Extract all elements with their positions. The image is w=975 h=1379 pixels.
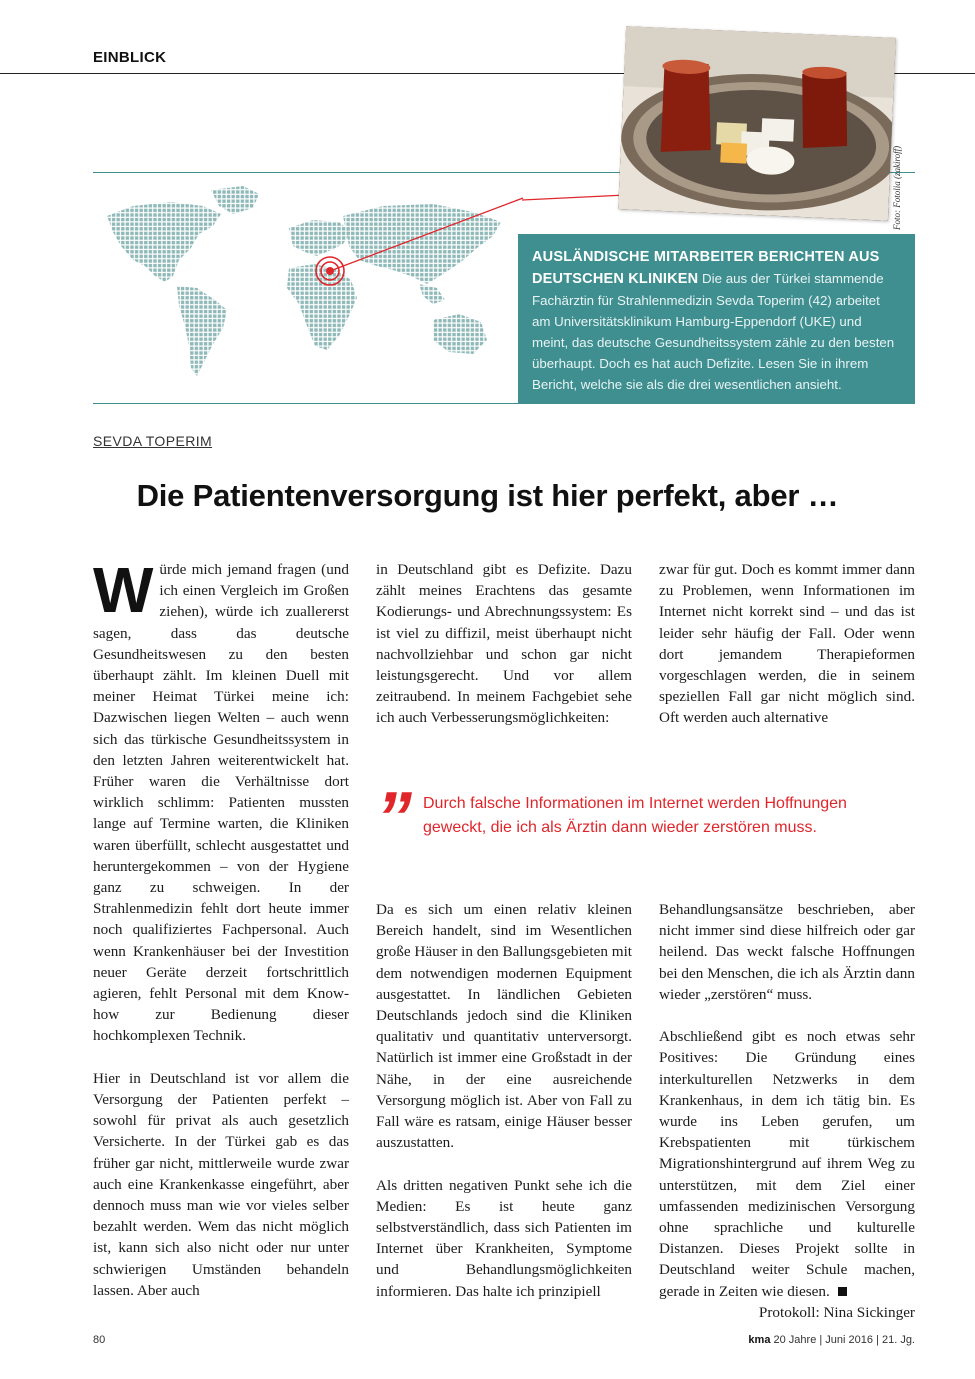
pull-quote-text: Durch falsche Informationen im Internet werden Hoffnungen geweckt, die ich als Ärztin dann wieder zerstören muss.	[423, 795, 847, 836]
world-map	[93, 176, 523, 402]
article-title: Die Patientenversorgung ist hier perfekt, aber …	[136, 478, 839, 513]
paragraph: Da es sich um einen relativ kleinen Bereich handelt, sind im Wesentlichen große Häuser in den Ballungsgebieten mit dem notwendigen modernen Equipment ausgestattet. In ländlichen Gebieten Deutschlands jedoch sind die Kliniken qualitativ und quantitativ unterversorgt. Natürlich ist immer eine Großstadt in der Nähe, in der eine ausreichende Versorgung möglich ist. Aber von Fall zu Fall wäre es ratsam, einige Häuser besser auszustatten.	[376, 901, 633, 1152]
map-greenland	[211, 186, 259, 214]
paragraph-text: Abschließend gibt es noch etwas sehr Positives: Die Gründung eines interkulturellen Netzwerks in dem Krankenhaus, in dem ich tätig bin. Es wurde ins Leben gerufen, um Krebspatienten mit türkischem Migrationshintergrund auf ihrem Weg zu unterstützen, mit dem Ziel einer umfassenden medizinischen Versorgung ohne sprachliche und kulturelle Distanzen. Dieses Projekt sollte in Deutschland weiter Schule machen, gerade in Zeiten wie diesen.	[659, 1028, 915, 1300]
teaser-text: Die aus der Türkei stammende Fachärztin für Strahlenmedizin Sevda Toperim (42) arbeitet am Universitätsklinikum Hamburg-Eppendorf (UKE) und meint, das deutsche Gesundheitssystem zähle zu den besten überhaupt. Doch es hat auch Defizite. Lesen Sie in ihrem Bericht, welche sie als die drei wesentlichen ansieht.	[532, 271, 895, 392]
map-south-america	[177, 286, 227, 376]
footer-edition	[748, 1334, 915, 1346]
paragraph: Behandlungsansätze beschrieben, aber nicht immer sind diese hilfreich oder gar heilend. Das weckt falsche Hoffnungen bei den Menschen, die ich als Ärztin dann wieder „zerstören“ muss.	[659, 901, 915, 1003]
paragraph: in Deutschland gibt es Defizite. Dazu zählt meines Erachtens das gesamte Kodierungs- und Abrechnungssystem: Es ist viel zu diffizil, meist überhaupt nicht nachvollziehbar und schon gar nicht leistungsgerecht. Und vor allem zeitraubend. In meinem Fachgebiet sehe ich auch Verbesserungsmöglichkeiten:	[376, 561, 632, 727]
paragraph: Als dritten negativen Punkt sehe ich die Medien: Es ist heute ganz selbstverständlich, dass sich Patienten im Internet über Krankheiten, Symptome und Behandlungsmöglichkeiten informieren. Das halte ich prinzipiell	[376, 1176, 632, 1300]
quote-mark-icon: ”	[376, 778, 412, 858]
connector-line-ext	[522, 192, 632, 204]
end-mark-icon	[838, 1287, 847, 1296]
map-southeast-asia	[419, 284, 445, 304]
map-north-america	[107, 202, 221, 282]
map-asia	[343, 204, 501, 284]
drop-cap: W	[93, 554, 154, 626]
paragraph	[659, 1026, 915, 1302]
author-name: SEVDA TOPERIM	[93, 433, 213, 449]
column-3-top	[659, 559, 915, 750]
paragraph: Hier in Deutschland ist vor allem die Versorgung der Patienten perfekt – sowohl für privat als auch gesetzlich Versicherte. In der Türkei gab es das früher gar nicht, mittlerweile wurde zwar auch eine Krankenkasse eingeführt, aber dennoch muss man wie vor vieles selber bezahlt werden. Wem das nicht möglich ist, kann sich also nicht oder nur unter schwierigen Umständen behandeln lassen. Aber auch	[93, 1069, 349, 1299]
column-2-bottom	[376, 899, 632, 1323]
column-1	[93, 554, 349, 1322]
teaser-headline: AUSLÄNDISCHE MITARBEITER BERICHTEN AUS DEUTSCHEN KLINIKEN	[532, 249, 880, 287]
column-3-bottom	[659, 899, 915, 1323]
section-label: EINBLICK	[93, 49, 167, 66]
map-africa	[287, 264, 357, 350]
paragraph: zwar für gut. Doch es kommt immer dann zu Problemen, wenn Informationen im Internet nicht korrekt sind – und das ist leider sehr häufig der Fall. Oder wenn dort jemandem Therapieformen vorgeschlagen werden, die in seinem speziellen Fall gar nicht möglich sind. Oft werden auch alternative	[659, 561, 915, 727]
brand-logo: kma	[748, 1334, 771, 1346]
column-2-top	[376, 559, 632, 750]
map-europe	[289, 220, 351, 256]
map-australia	[433, 314, 487, 354]
paragraph	[93, 554, 349, 1047]
photo-credit: Foto: Fotolia (zakiroff)	[892, 145, 902, 230]
teaser-box	[518, 234, 915, 404]
signature: Protokoll: Nina Sickinger	[758, 1303, 915, 1321]
paragraph-text: ürde mich jemand fragen (und ich einen Vergleich im Großen ziehen), würde ich zuallererst sagen, dass das deutsche Gesundheitswesen zu den besten überhaupt zählt. Im kleinen Duell mit meiner Heimat Türkei meine ich: Dazwischen liegen Welten – auch wenn sich das türkische Gesundheitssystem in den letzten Jahren weiterentwickelt hat. Früher waren die Verhältnisse dort wirklich schlimm: Patienten mussten lange auf Termine warten, die Kliniken waren überfüllt, schlecht ausgestattet und heruntergekommen – von der Hygiene ganz zu schweigen. In der Strahlenmedizin fehlt dort heute immer noch qualifiziertes Fachpersonal. Auch wenn Krankenhäuser bei der Investition neuer Geräte derzeit fortschrittlich agieren, fehlt Personal mit dem Know-how zur Bedienung dieser hochkomplexen Technik.	[93, 561, 349, 1045]
page-number: 80	[93, 1334, 106, 1346]
edition-info: 20 Jahre | Juni 2016 | 21. Jg.	[773, 1334, 915, 1346]
tea-photo	[618, 26, 896, 221]
